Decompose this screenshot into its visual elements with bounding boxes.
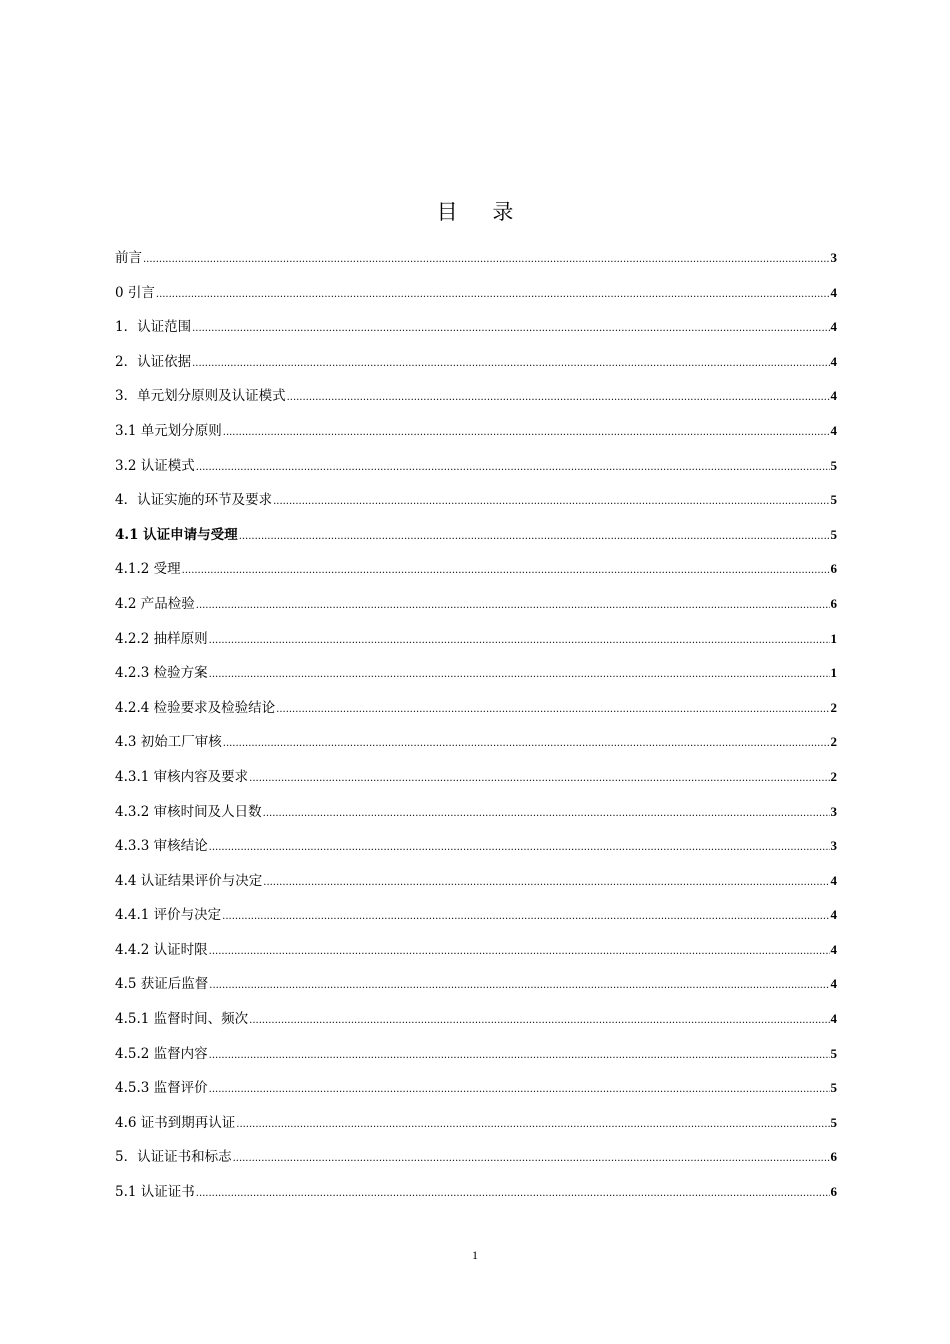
toc-dot-leader (239, 532, 830, 542)
toc-entry-label: 4.6 证书到期再认证 (115, 1114, 236, 1131)
toc-dot-leader (273, 497, 829, 507)
toc-entry[interactable] (115, 1007, 837, 1042)
toc-entry-label: 4.5.3 监督评价 (115, 1080, 208, 1097)
toc-entry-page: 2 (830, 734, 837, 750)
toc-title: 目 录 (436, 200, 528, 224)
toc-entry-label: 4.3 初始工厂审核 (115, 734, 222, 751)
toc-dot-leader (196, 601, 830, 611)
toc-dot-leader (196, 1189, 830, 1199)
toc-dot-leader (263, 878, 829, 888)
toc-entry-page: 6 (830, 1149, 837, 1165)
toc-entry-label: 4.4.2 认证时限 (115, 941, 208, 958)
toc-entry[interactable] (115, 246, 837, 281)
toc-entry-label: 4.1.2 受理 (115, 561, 181, 578)
toc-entry[interactable] (115, 557, 837, 592)
toc-dot-leader (287, 393, 830, 403)
toc-dot-leader (209, 947, 830, 957)
toc-entry[interactable] (115, 800, 837, 835)
toc-entry-label: 4.2.4 检验要求及检验结论 (115, 699, 276, 716)
toc-entry-page: 4 (830, 422, 837, 438)
toc-entry-page: 5 (830, 526, 837, 542)
toc-entry-label: 5.1 认证证书 (115, 1184, 195, 1201)
toc-entry-page: 4 (830, 353, 837, 369)
toc-entry-label: 0 引言 (115, 284, 155, 301)
toc-dot-leader (276, 705, 829, 715)
toc-entry-label: 4.5 获证后监督 (115, 976, 209, 993)
toc-entry[interactable] (115, 765, 837, 800)
toc-entry-label: 4.4 认证结果评价与决定 (115, 872, 263, 889)
toc-entry-page: 4 (830, 319, 837, 335)
toc-dot-leader (182, 566, 830, 576)
toc-entry[interactable] (115, 1076, 837, 1111)
toc-dot-leader (222, 912, 829, 922)
toc-dot-leader (196, 463, 830, 473)
toc-entry-page: 1 (830, 630, 837, 646)
toc-entry-label: 4.5.2 监督内容 (115, 1045, 208, 1062)
toc-entry-page: 4 (830, 388, 837, 404)
toc-entry[interactable] (115, 384, 837, 419)
toc-entry-label: 2．认证依据 (115, 353, 192, 370)
toc-entry-page: 1 (830, 665, 837, 681)
toc-dot-leader (156, 290, 830, 300)
toc-entry-label: 4.1 认证申请与受理 (115, 526, 238, 543)
toc-entry[interactable] (115, 834, 837, 869)
toc-entry-page: 4 (830, 941, 837, 957)
toc-entry-page: 6 (830, 1184, 837, 1200)
toc-entry-page: 3 (830, 250, 837, 265)
toc-entry-page: 4 (830, 872, 837, 888)
toc-dot-leader (263, 809, 830, 819)
toc-entry[interactable] (115, 1145, 837, 1180)
toc-entry[interactable] (115, 869, 837, 904)
toc-entry-label: 3.2 认证模式 (115, 457, 195, 474)
toc-entry[interactable] (115, 1180, 837, 1215)
toc-entry[interactable] (115, 903, 837, 938)
toc-entry-page: 2 (830, 768, 837, 784)
toc-entry[interactable] (115, 281, 837, 316)
toc-entry-page: 5 (830, 1080, 837, 1096)
toc-dot-leader (192, 359, 829, 369)
toc-dot-leader (209, 981, 829, 991)
toc-entry[interactable] (115, 696, 837, 731)
toc-entry[interactable] (115, 938, 837, 973)
toc-entry-page: 4 (830, 1011, 837, 1027)
toc-dot-leader (223, 428, 830, 438)
toc-entry[interactable] (115, 661, 837, 696)
toc-dot-leader (209, 1051, 830, 1061)
toc-entry[interactable] (115, 523, 837, 558)
toc-entry-page: 4 (830, 284, 837, 300)
table-of-contents (115, 246, 837, 1215)
toc-entry-label: 前言 (115, 250, 142, 266)
toc-entry-label: 5．认证证书和标志 (115, 1149, 232, 1166)
toc-entry[interactable] (115, 1042, 837, 1077)
toc-entry-page: 5 (830, 1045, 837, 1061)
toc-entry-label: 4.3.3 审核结论 (115, 838, 208, 855)
toc-dot-leader (192, 324, 829, 334)
toc-dot-leader (249, 1016, 829, 1026)
toc-entry-label: 4．认证实施的环节及要求 (115, 492, 273, 509)
toc-dot-leader (223, 739, 830, 749)
toc-entry-label: 4.2.3 检验方案 (115, 665, 208, 682)
toc-entry[interactable] (115, 454, 837, 489)
toc-dot-leader (236, 1120, 829, 1130)
toc-dot-leader (209, 843, 830, 853)
toc-entry-page: 3 (830, 838, 837, 854)
toc-entry-label: 4.2 产品检验 (115, 595, 195, 612)
page-number: 1 (472, 1248, 478, 1262)
toc-entry[interactable] (115, 972, 837, 1007)
toc-entry[interactable] (115, 350, 837, 385)
toc-entry[interactable] (115, 1111, 837, 1146)
toc-entry-page: 6 (830, 561, 837, 577)
toc-entry-page: 3 (830, 803, 837, 819)
toc-entry-label: 3.1 单元划分原则 (115, 422, 222, 439)
toc-entry-page: 5 (830, 1114, 837, 1130)
toc-entry-page: 5 (830, 457, 837, 473)
toc-entry[interactable] (115, 627, 837, 662)
toc-entry-page: 4 (830, 907, 837, 923)
toc-entry-label: 4.5.1 监督时间、频次 (115, 1011, 249, 1028)
toc-dot-leader (209, 670, 830, 680)
toc-entry[interactable] (115, 315, 837, 350)
toc-dot-leader (209, 636, 830, 646)
toc-entry-label: 1．认证范围 (115, 319, 192, 336)
toc-dot-leader (209, 1085, 830, 1095)
toc-entry-label: 4.3.1 审核内容及要求 (115, 768, 249, 785)
toc-entry-label: 4.3.2 审核时间及人日数 (115, 803, 262, 820)
toc-entry[interactable] (115, 419, 837, 454)
toc-entry-page: 2 (830, 699, 837, 715)
toc-entry-page: 5 (830, 492, 837, 508)
toc-entry-label: 3．单元划分原则及认证模式 (115, 388, 286, 405)
toc-entry[interactable] (115, 730, 837, 765)
toc-dot-leader (249, 774, 829, 784)
toc-entry[interactable] (115, 592, 837, 627)
toc-dot-leader (233, 1154, 830, 1164)
toc-entry-label: 4.4.1 评价与决定 (115, 907, 222, 924)
toc-entry-page: 6 (830, 595, 837, 611)
toc-entry-page: 4 (830, 976, 837, 992)
toc-entry-label: 4.2.2 抽样原则 (115, 630, 208, 647)
toc-entry[interactable] (115, 488, 837, 523)
toc-dot-leader (143, 255, 830, 265)
